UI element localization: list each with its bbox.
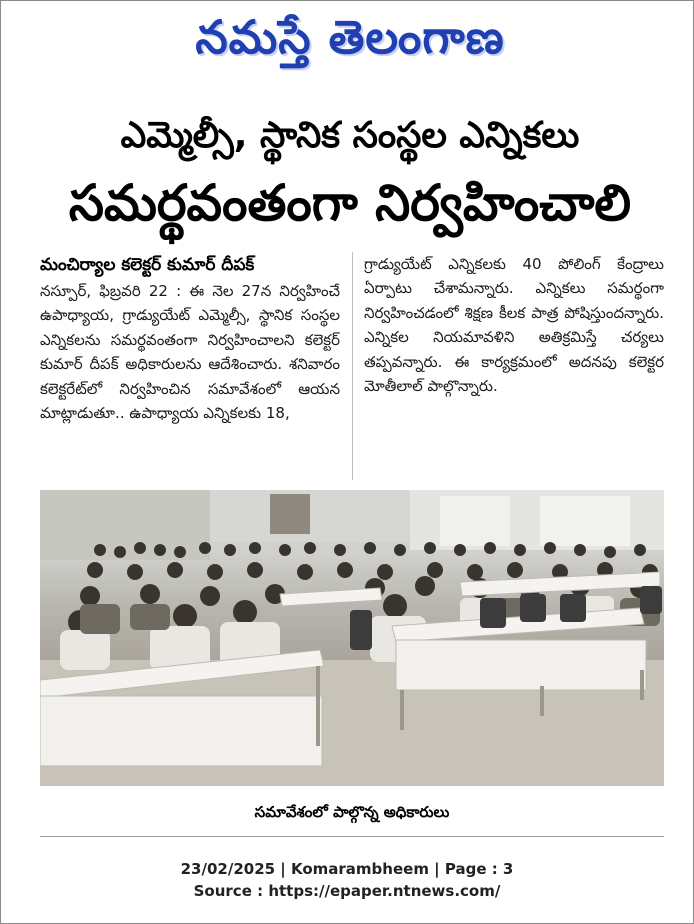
photo-caption: సమావేశంలో పాల్గొన్న అధికారులు bbox=[254, 803, 450, 821]
article-headline: సమర్థవంతంగా నిర్వహించాలి bbox=[68, 174, 632, 232]
footer-rule bbox=[40, 836, 664, 837]
article-right-column bbox=[364, 252, 664, 398]
article-left-column bbox=[40, 252, 340, 425]
masthead-title: నమస్తే తెలంగాణ bbox=[195, 10, 505, 64]
column-divider bbox=[352, 252, 353, 480]
article-byline: మంచిర్యాల కలెక్టర్ కుమార్ దీపక్ bbox=[40, 255, 255, 275]
article-left-text: నస్పూర్, ఫిబ్రవరి 22 : ఈ నెల 27న నిర్వహించే ఉపాధ్యాయ, గ్రాడ్యుయేట్ ఎమ్మెల్సీ, స్థానిక సంస్థల ఎన్నికలను సమర్థవంతంగా నిర్వహించాలని కలెక్టర్ కుమార్ దీపక్ అధికారులను ఆదేశించారు. శనివారం కలెక్టరేట్‌లో నిర్వహించిన సమావేశంలో ఆయన మాట్లాడుతూ.. ఉపాధ్యాయ ఎన్నికలకు 18, bbox=[40, 282, 340, 423]
article-right-text: గ్రాడ్యుయేట్ ఎన్నికలకు 40 పోలింగ్ కేంద్రాలు ఏర్పాటు చేశామన్నారు. ఎన్నికలు సమర్థంగా నిర్వహించడంలో శిక్షణ కీలక పాత్ర పోషిస్తుందన్నారు. ఎన్నికల నియమావళిని అతిక్రమిస్తే చర్యలు తప్పవన్నారు. ఈ కార్యక్రమంలో అదనపు కలెక్టర మోతీలాల్ పాల్గొన్నారు. bbox=[364, 255, 664, 396]
edition-line: 23/02/2025 | Komarambheem | Page : 3 bbox=[180, 860, 514, 878]
masthead bbox=[150, 4, 550, 70]
meeting-photo bbox=[40, 490, 664, 786]
meeting-photo-illustration bbox=[40, 490, 664, 786]
source-line: Source : https://epaper.ntnews.com/ bbox=[193, 882, 501, 900]
article-kicker: ఎమ్మెల్సీ, స్థానిక సంస్థల ఎన్నికలు bbox=[120, 115, 580, 156]
